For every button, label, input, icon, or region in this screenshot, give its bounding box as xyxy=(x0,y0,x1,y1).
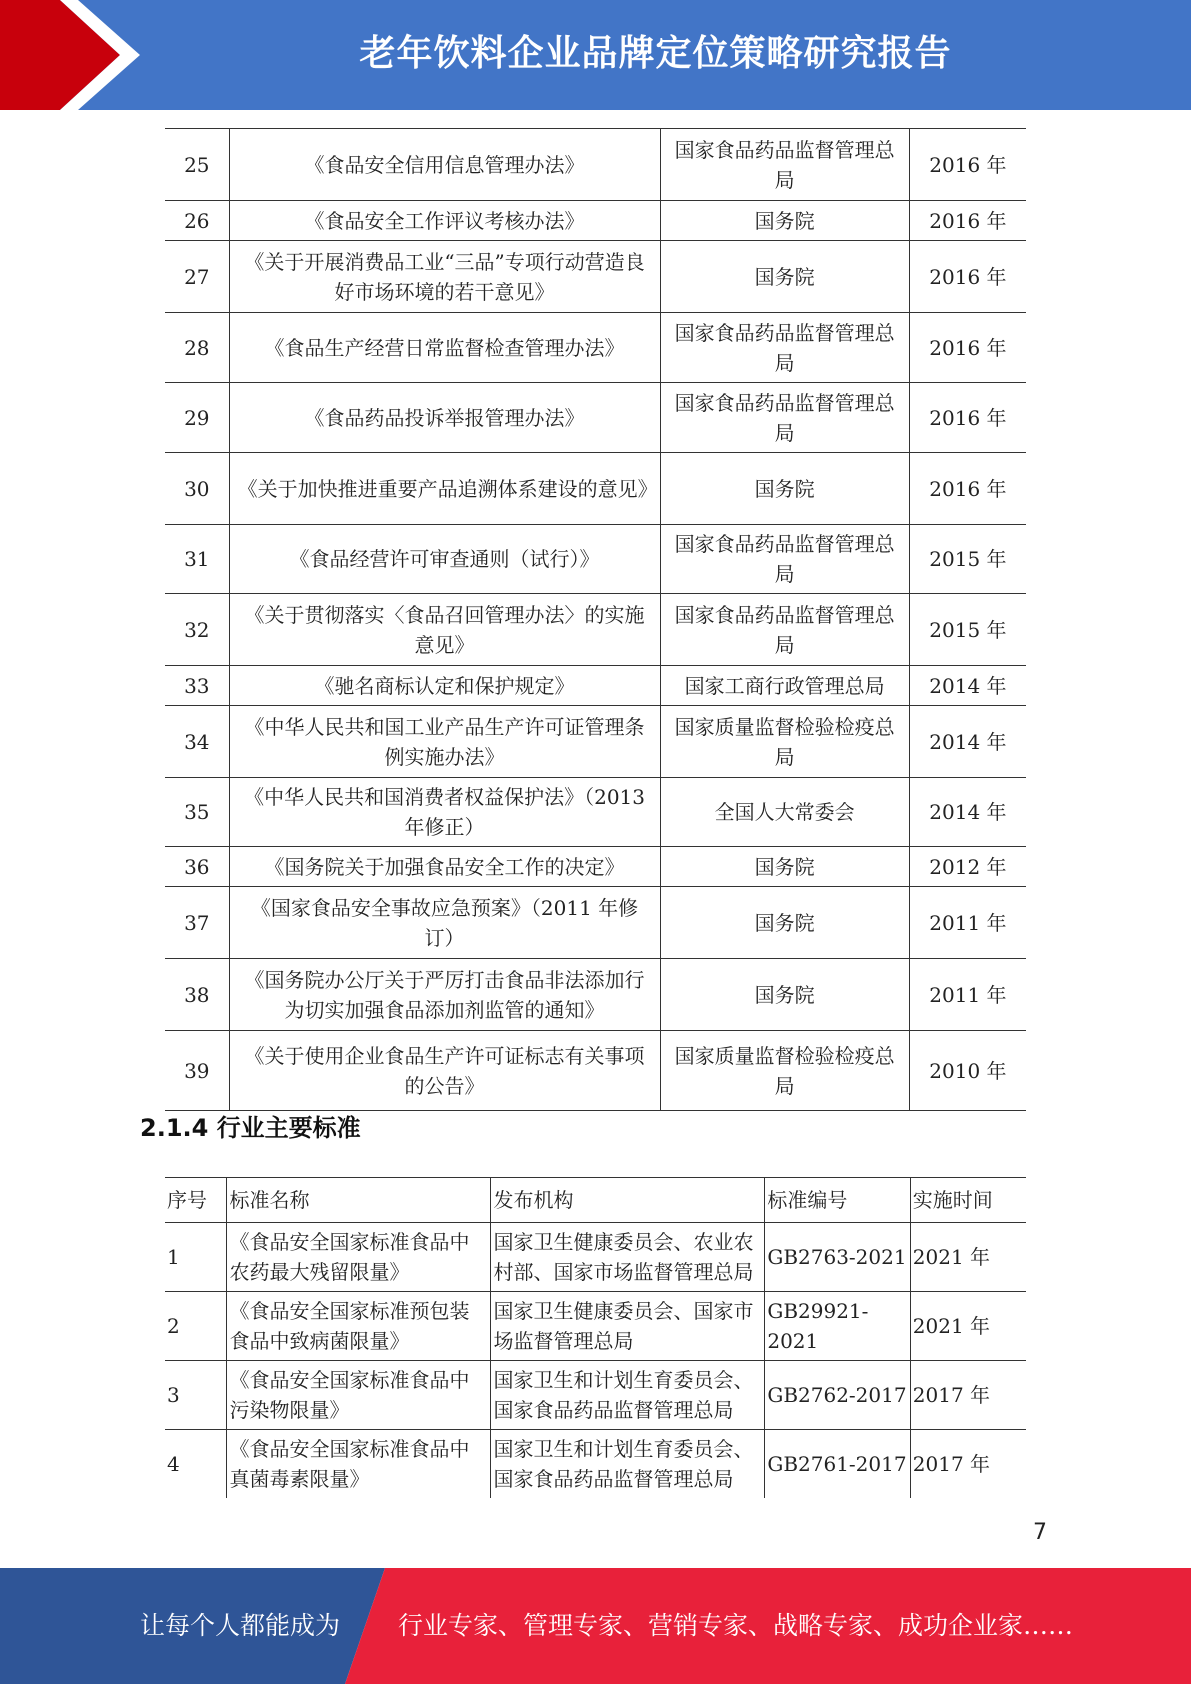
policy-number: 32 xyxy=(165,594,229,666)
policy-row xyxy=(165,778,1026,847)
policy-name: 《国务院关于加强食品安全工作的决定》 xyxy=(229,847,660,887)
policy-issuer: 国家工商行政管理总局 xyxy=(660,666,909,706)
policy-name: 《食品药品投诉举报管理办法》 xyxy=(229,383,660,453)
policy-table xyxy=(165,128,1026,1111)
policy-year: 2016 年 xyxy=(909,241,1026,313)
standard-number: 3 xyxy=(165,1361,227,1430)
standard-date: 2021 年 xyxy=(910,1223,1026,1292)
policy-number: 38 xyxy=(165,959,229,1031)
policy-number: 39 xyxy=(165,1031,229,1111)
policy-issuer: 国务院 xyxy=(660,847,909,887)
policy-issuer: 国务院 xyxy=(660,453,909,525)
policy-year: 2014 年 xyxy=(909,778,1026,847)
policy-issuer: 国务院 xyxy=(660,201,909,241)
policy-year: 2015 年 xyxy=(909,594,1026,666)
standard-code: GB2761-2017 xyxy=(765,1430,910,1499)
standard-issuer: 国家卫生健康委员会、国家市场监督管理总局 xyxy=(491,1292,765,1361)
policy-name: 《国家食品安全事故应急预案》（2011 年修订） xyxy=(229,887,660,959)
policy-year: 2016 年 xyxy=(909,313,1026,383)
policy-name: 《关于开展消费品工业“三品”专项行动营造良好市场环境的若干意见》 xyxy=(229,241,660,313)
policy-number: 29 xyxy=(165,383,229,453)
policy-name: 《关于使用企业食品生产许可证标志有关事项的公告》 xyxy=(229,1031,660,1111)
policy-issuer: 国家食品药品监督管理总局 xyxy=(660,313,909,383)
policy-number: 26 xyxy=(165,201,229,241)
policy-row xyxy=(165,706,1026,778)
standards-table xyxy=(165,1177,1026,1498)
standard-row xyxy=(165,1361,1026,1430)
policy-name: 《国务院办公厅关于严厉打击食品非法添加行为切实加强食品添加剂监管的通知》 xyxy=(229,959,660,1031)
policy-year: 2011 年 xyxy=(909,887,1026,959)
standard-issuer: 国家卫生和计划生育委员会、国家食品药品监督管理总局 xyxy=(491,1430,765,1499)
footer-slogan-right: 行业专家、管理专家、营销专家、战略专家、成功企业家…… xyxy=(398,1611,1074,1640)
policy-row xyxy=(165,666,1026,706)
policy-row xyxy=(165,594,1026,666)
policy-number: 31 xyxy=(165,525,229,594)
standard-date: 2017 年 xyxy=(910,1430,1026,1499)
page-number: 7 xyxy=(1033,1520,1047,1545)
section-heading: 2.1.4 行业主要标准 xyxy=(140,1114,361,1142)
standard-issuer: 国家卫生和计划生育委员会、国家食品药品监督管理总局 xyxy=(491,1361,765,1430)
policy-row xyxy=(165,313,1026,383)
standard-code: GB2762-2017 xyxy=(765,1361,910,1430)
policy-row xyxy=(165,847,1026,887)
policy-row xyxy=(165,201,1026,241)
footer-slogan-left: 让每个人都能成为 xyxy=(140,1611,341,1640)
header-cell-number: 序号 xyxy=(165,1178,227,1223)
standard-date: 2017 年 xyxy=(910,1361,1026,1430)
standard-code: GB29921-2021 xyxy=(765,1292,910,1361)
header-cell-name: 标准名称 xyxy=(227,1178,491,1223)
policy-issuer: 国家食品药品监督管理总局 xyxy=(660,594,909,666)
standard-code: GB2763-2021 xyxy=(765,1223,910,1292)
standard-row xyxy=(165,1292,1026,1361)
policy-number: 33 xyxy=(165,666,229,706)
policy-row xyxy=(165,241,1026,313)
policy-row xyxy=(165,383,1026,453)
policy-year: 2011 年 xyxy=(909,959,1026,1031)
policy-name: 《中华人民共和国消费者权益保护法》（2013 年修正） xyxy=(229,778,660,847)
policy-number: 30 xyxy=(165,453,229,525)
standard-number: 4 xyxy=(165,1430,227,1499)
standard-name: 《食品安全国家标准食品中真菌毒素限量》 xyxy=(227,1430,491,1499)
page-header xyxy=(0,0,1191,110)
policy-issuer: 国家食品药品监督管理总局 xyxy=(660,383,909,453)
policy-name: 《食品安全工作评议考核办法》 xyxy=(229,201,660,241)
policy-number: 28 xyxy=(165,313,229,383)
standard-issuer: 国家卫生健康委员会、农业农村部、国家市场监督管理总局 xyxy=(491,1223,765,1292)
standard-name: 《食品安全国家标准食品中污染物限量》 xyxy=(227,1361,491,1430)
policy-row xyxy=(165,959,1026,1031)
policy-issuer: 国务院 xyxy=(660,241,909,313)
policy-number: 27 xyxy=(165,241,229,313)
policy-year: 2010 年 xyxy=(909,1031,1026,1111)
policy-name: 《中华人民共和国工业产品生产许可证管理条例实施办法》 xyxy=(229,706,660,778)
policy-number: 34 xyxy=(165,706,229,778)
policy-row xyxy=(165,1031,1026,1111)
policy-year: 2016 年 xyxy=(909,201,1026,241)
page-footer xyxy=(0,1568,1191,1684)
policy-row xyxy=(165,453,1026,525)
standard-name: 《食品安全国家标准预包装食品中致病菌限量》 xyxy=(227,1292,491,1361)
standard-row xyxy=(165,1223,1026,1292)
policy-year: 2016 年 xyxy=(909,383,1026,453)
policy-number: 37 xyxy=(165,887,229,959)
standard-number: 1 xyxy=(165,1223,227,1292)
report-title: 老年饮料企业品牌定位策略研究报告 xyxy=(359,33,952,74)
header-cell-date: 实施时间 xyxy=(910,1178,1026,1223)
header-cell-org: 发布机构 xyxy=(491,1178,765,1223)
policy-name: 《驰名商标认定和保护规定》 xyxy=(229,666,660,706)
policy-year: 2015 年 xyxy=(909,525,1026,594)
policy-issuer: 国家质量监督检验检疫总局 xyxy=(660,1031,909,1111)
policy-year: 2016 年 xyxy=(909,453,1026,525)
policy-name: 《关于贯彻落实〈食品召回管理办法〉的实施意见》 xyxy=(229,594,660,666)
policy-issuer: 国家质量监督检验检疫总局 xyxy=(660,706,909,778)
standards-header-row xyxy=(165,1178,1026,1223)
header-cell-code: 标准编号 xyxy=(765,1178,910,1223)
policy-name: 《关于加快推进重要产品追溯体系建设的意见》 xyxy=(229,453,660,525)
policy-year: 2012 年 xyxy=(909,847,1026,887)
standard-row xyxy=(165,1430,1026,1499)
policy-issuer: 国家食品药品监督管理总局 xyxy=(660,129,909,201)
policy-name: 《食品经营许可审查通则（试行）》 xyxy=(229,525,660,594)
policy-row xyxy=(165,525,1026,594)
policy-year: 2016 年 xyxy=(909,129,1026,201)
policy-issuer: 国务院 xyxy=(660,959,909,1031)
standard-date: 2021 年 xyxy=(910,1292,1026,1361)
policy-issuer: 国务院 xyxy=(660,887,909,959)
policy-issuer: 国家食品药品监督管理总局 xyxy=(660,525,909,594)
policy-number: 36 xyxy=(165,847,229,887)
policy-year: 2014 年 xyxy=(909,666,1026,706)
policy-name: 《食品生产经营日常监督检查管理办法》 xyxy=(229,313,660,383)
policy-row xyxy=(165,887,1026,959)
policy-row xyxy=(165,129,1026,201)
policy-issuer: 全国人大常委会 xyxy=(660,778,909,847)
policy-name: 《食品安全信用信息管理办法》 xyxy=(229,129,660,201)
policy-number: 25 xyxy=(165,129,229,201)
policy-number: 35 xyxy=(165,778,229,847)
policy-year: 2014 年 xyxy=(909,706,1026,778)
standard-name: 《食品安全国家标准食品中农药最大残留限量》 xyxy=(227,1223,491,1292)
standard-number: 2 xyxy=(165,1292,227,1361)
